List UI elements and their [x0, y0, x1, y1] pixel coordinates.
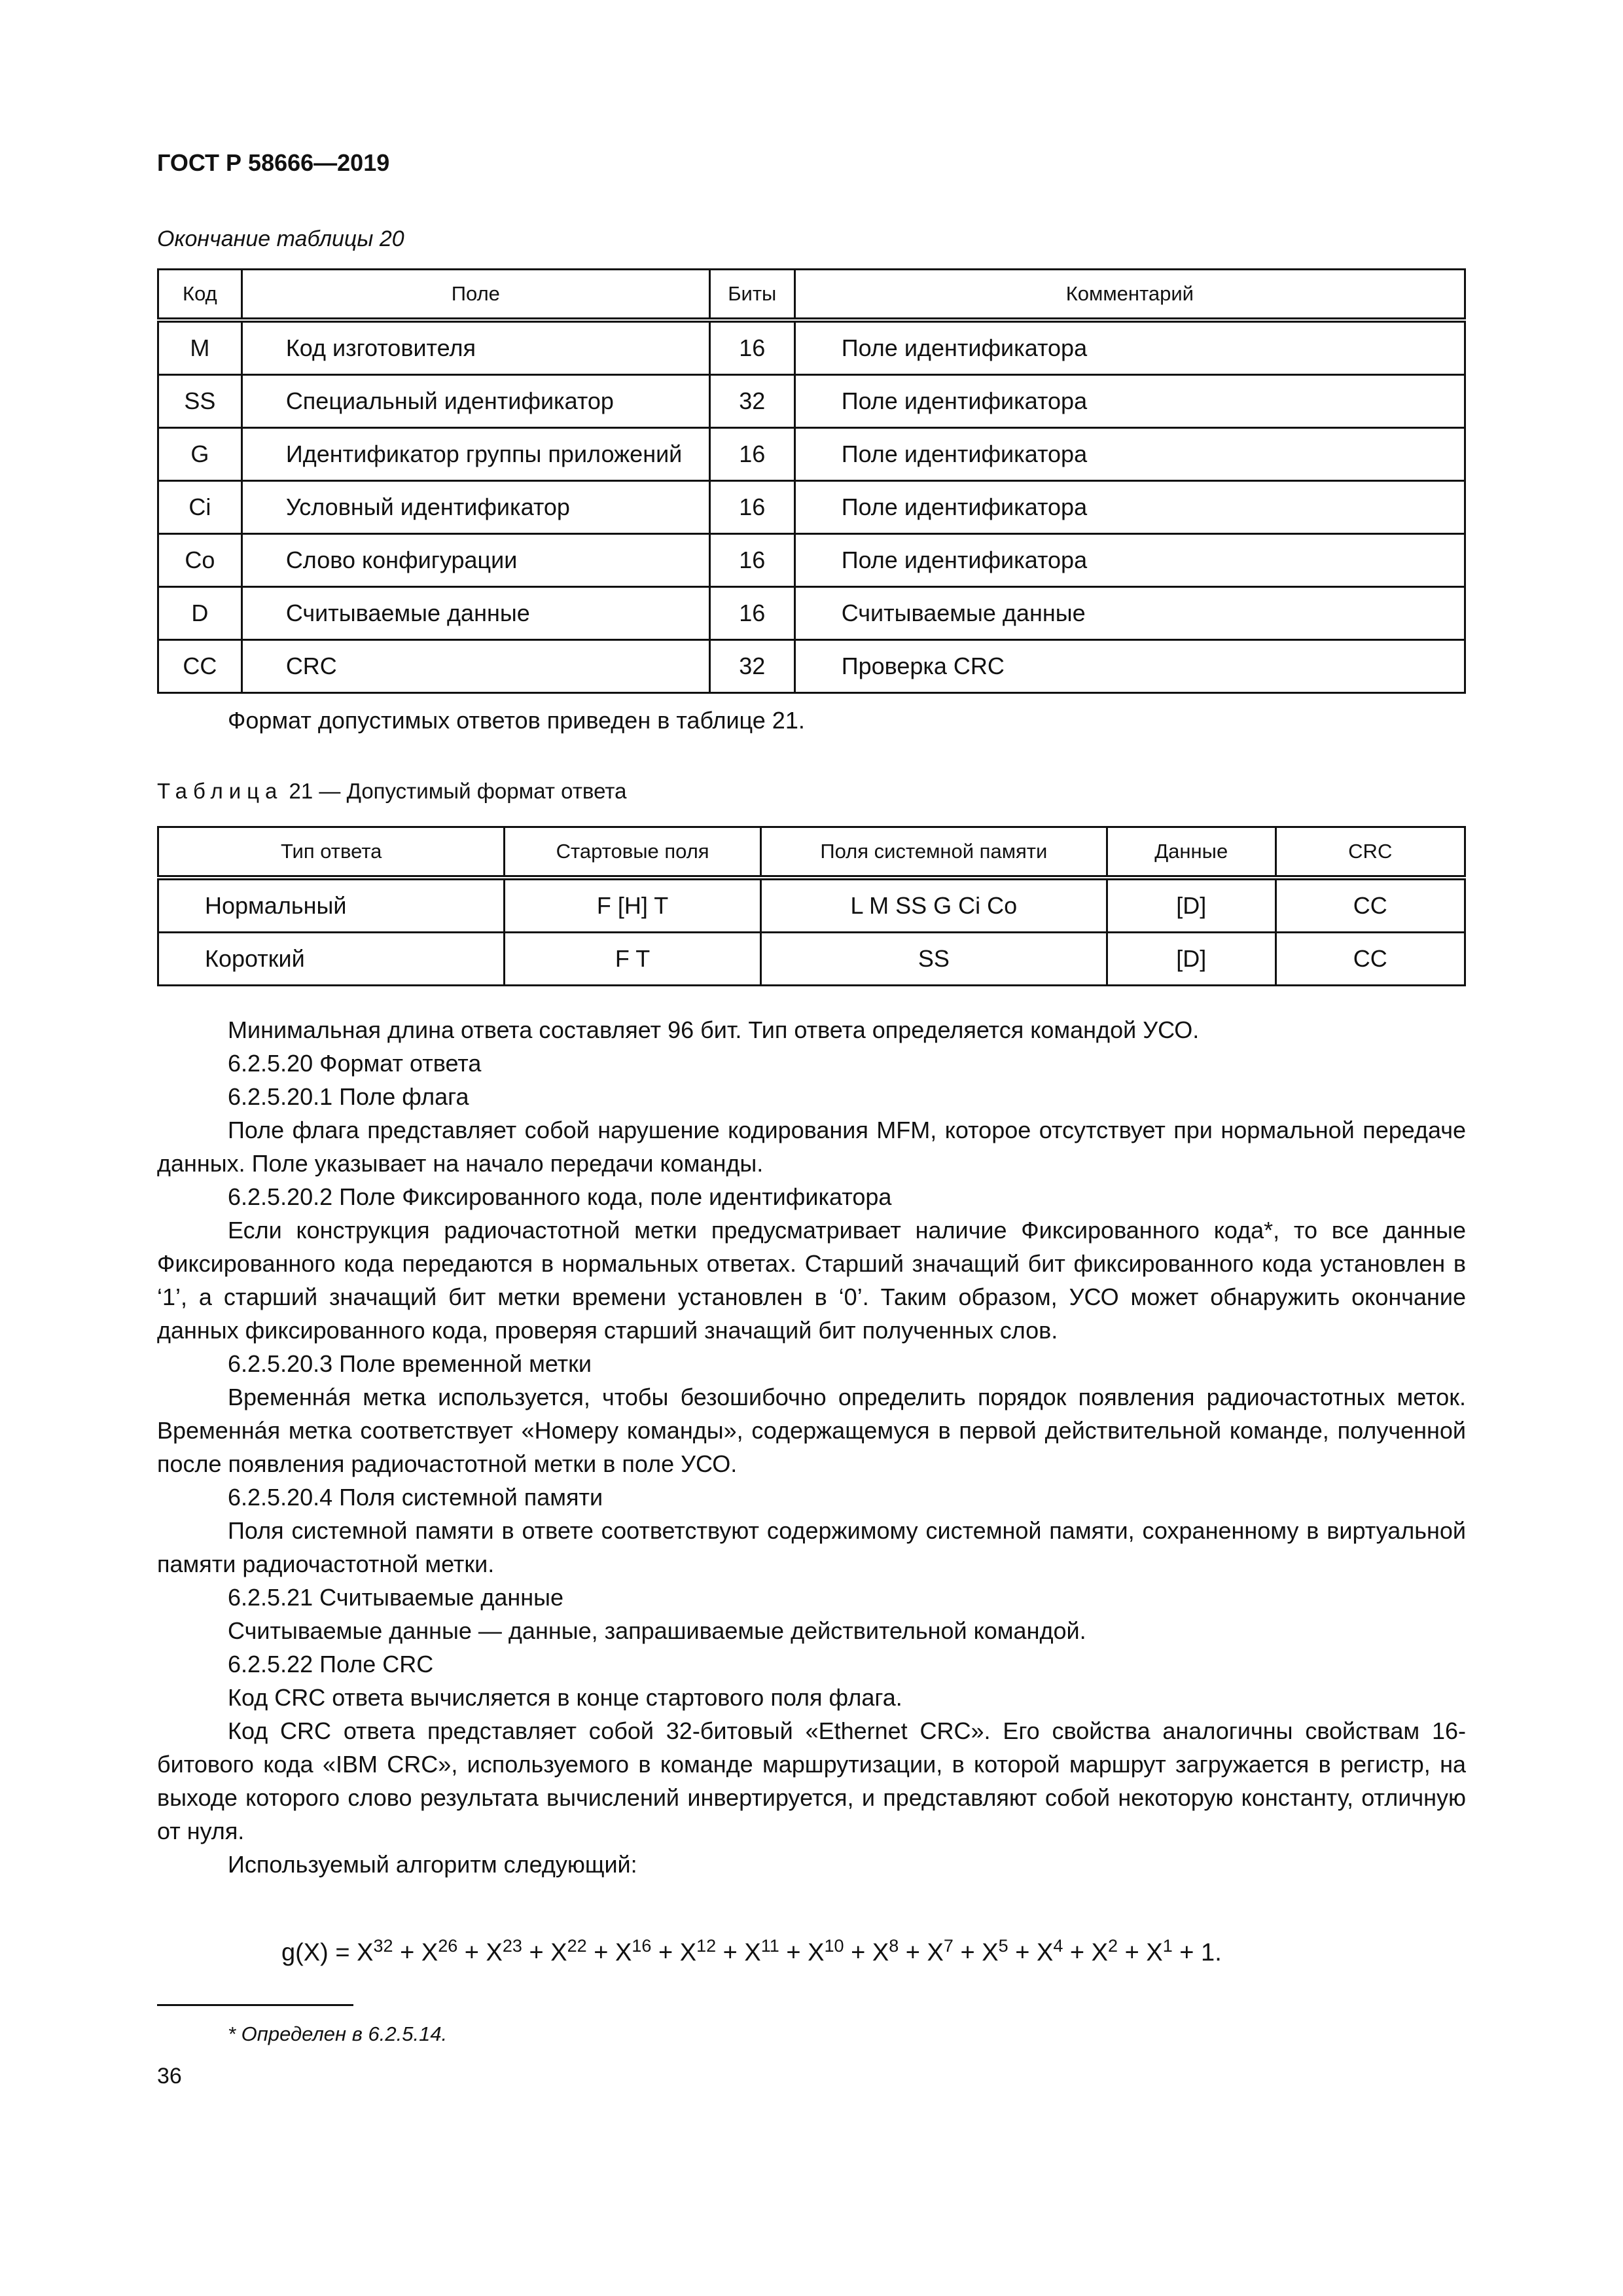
footnote-divider: [157, 2004, 353, 2006]
formula-term-base: X: [550, 1939, 567, 1967]
table-cell: 16: [709, 428, 794, 481]
table-row: [158, 375, 1465, 428]
table-21-caption-title: 21 — Допустимый формат ответа: [283, 779, 627, 803]
table-cell: Считываемые данные: [794, 587, 1465, 640]
paragraph: 6.2.5.20.3 Поле временной метки: [228, 1350, 592, 1377]
formula-term-base: X: [1091, 1939, 1109, 1967]
column-header: Поля системной памяти: [760, 827, 1107, 878]
table-cell: Проверка CRC: [794, 640, 1465, 693]
formula-term-exponent: 1: [1162, 1936, 1173, 1956]
formula-term-base: X: [1036, 1939, 1054, 1967]
table-20-caption: Окончание таблицы 20: [157, 226, 404, 251]
paragraph: Поля системной памяти в ответе соответствуют содержимому системной памяти, сохраненному в виртуальной памяти радиочастотной метки.: [157, 1517, 1466, 1577]
table-cell: CC: [1275, 933, 1465, 986]
table-cell: Поле идентификатора: [794, 534, 1465, 587]
table-cell: Считываемые данные: [241, 587, 709, 640]
table-cell: 16: [709, 320, 794, 375]
table-row: [158, 320, 1465, 375]
formula-tail: + 1.: [1172, 1939, 1222, 1967]
formula-term-base: X: [982, 1939, 999, 1967]
formula-plus: +: [586, 1939, 615, 1967]
table-cell: [D]: [1107, 933, 1275, 986]
formula-plus: +: [1063, 1939, 1092, 1967]
formula-term-exponent: 22: [567, 1936, 587, 1956]
paragraph: Если конструкция радиочастотной метки предусматривает наличие Фиксированного кода*, то все данные Фиксированного кода передаются в нормальных ответах. Старший значащий бит фиксированного кода установлен в ‘1’, а старший значащий бит метки времени установлен в ‘0’. Таким образом, УСО может обнаружить окончание данных фиксированного кода, проверяя старший значащий бит полученных слов.: [157, 1217, 1466, 1344]
formula-term-exponent: 5: [998, 1936, 1008, 1956]
table-21-caption-word: Таблица: [157, 779, 283, 803]
formula-term-exponent: 4: [1053, 1936, 1063, 1956]
document-header: ГОСТ Р 58666—2019: [157, 149, 390, 176]
formula-term-base: X: [421, 1939, 438, 1967]
table-cell: Ci: [158, 481, 242, 534]
paragraph: 6.2.5.21 Считываемые данные: [228, 1584, 564, 1611]
table-cell: [D]: [1107, 878, 1275, 933]
column-header: Код: [158, 270, 242, 321]
table-21: [157, 826, 1466, 986]
paragraph: 6.2.5.20.2 Поле Фиксированного кода, поле идентификатора: [228, 1183, 892, 1210]
formula-plus: +: [953, 1939, 982, 1967]
formula-term-exponent: 8: [889, 1936, 899, 1956]
column-header: Данные: [1107, 827, 1275, 878]
table-row: [158, 481, 1465, 534]
paragraph: Код CRC ответа представляет собой 32-битовый «Ethernet CRC». Его свойства аналогичны свойствам 16-битового кода «IBM CRC», используемого в команде маршрутизации, в которой маршрут загружается в регистр, на выходе которого слово результата вычислений инвертируется, и представляют собой некоторую константу, отличную от нуля.: [157, 1717, 1466, 1844]
formula-term-exponent: 26: [438, 1936, 458, 1956]
paragraph: 6.2.5.20 Формат ответа: [228, 1050, 482, 1077]
paragraph: 6.2.5.20.4 Поля системной памяти: [228, 1484, 603, 1511]
table-cell: Специальный идентификатор: [241, 375, 709, 428]
column-header: Биты: [709, 270, 794, 321]
table-cell: CRC: [241, 640, 709, 693]
table-cell: Поле идентификатора: [794, 481, 1465, 534]
footnote: * Определен в 6.2.5.14.: [228, 2022, 448, 2045]
formula-term-base: X: [357, 1939, 374, 1967]
column-header: Комментарий: [794, 270, 1465, 321]
formula-term-exponent: 32: [373, 1936, 393, 1956]
table-cell: Co: [158, 534, 242, 587]
formula-term-base: X: [872, 1939, 889, 1967]
formula-term-base: X: [744, 1939, 761, 1967]
formula-lhs: g(X) =: [281, 1939, 357, 1967]
formula-term-exponent: 23: [502, 1936, 522, 1956]
formula-plus: +: [1118, 1939, 1147, 1967]
intro-paragraph: Формат допустимых ответов приведен в таблице 21.: [228, 707, 805, 734]
table-cell: G: [158, 428, 242, 481]
paragraph: Код CRC ответа вычисляется в конце стартового поля флага.: [228, 1684, 902, 1711]
formula-term-exponent: 2: [1108, 1936, 1118, 1956]
formula-term-base: X: [615, 1939, 632, 1967]
table-20: [157, 268, 1466, 694]
paragraph: Используемый алгоритм следующий:: [228, 1851, 637, 1878]
table-cell: Нормальный: [158, 878, 505, 933]
formula-term-exponent: 11: [760, 1936, 779, 1956]
body-text: [157, 1013, 1466, 1881]
table-header-row: [158, 827, 1465, 878]
formula-plus: +: [522, 1939, 551, 1967]
formula-term-base: X: [1146, 1939, 1163, 1967]
table-cell: 32: [709, 640, 794, 693]
formula-term-exponent: 10: [824, 1936, 844, 1956]
table-cell: Короткий: [158, 933, 505, 986]
table-21-caption: [157, 779, 626, 804]
column-header: Тип ответа: [158, 827, 505, 878]
table-cell: 32: [709, 375, 794, 428]
formula-term-exponent: 12: [696, 1936, 717, 1956]
paragraph: 6.2.5.20.1 Поле флага: [228, 1083, 469, 1110]
formula-term-exponent: 16: [632, 1936, 652, 1956]
formula-plus: +: [393, 1939, 421, 1967]
table-row: [158, 933, 1465, 986]
column-header: Поле: [241, 270, 709, 321]
paragraph: 6.2.5.22 Поле CRC: [228, 1651, 434, 1677]
column-header: CRC: [1275, 827, 1465, 878]
table-row: [158, 534, 1465, 587]
table-cell: 16: [709, 587, 794, 640]
table-cell: CC: [1275, 878, 1465, 933]
table-row: [158, 428, 1465, 481]
formula-plus: +: [457, 1939, 486, 1967]
table-cell: Поле идентификатора: [794, 375, 1465, 428]
page-number: 36: [157, 2064, 182, 2089]
table-cell: F T: [505, 933, 760, 986]
formula-plus: +: [651, 1939, 680, 1967]
formula-plus: +: [1008, 1939, 1037, 1967]
table-cell: D: [158, 587, 242, 640]
table-cell: CC: [158, 640, 242, 693]
formula-term-base: X: [927, 1939, 944, 1967]
table-row: [158, 640, 1465, 693]
table-cell: 16: [709, 481, 794, 534]
table-row: [158, 878, 1465, 933]
table-cell: SS: [158, 375, 242, 428]
table-header-row: [158, 270, 1465, 321]
table-cell: Поле идентификатора: [794, 428, 1465, 481]
table-cell: Поле идентификатора: [794, 320, 1465, 375]
formula-term-base: X: [486, 1939, 503, 1967]
paragraph: Поле флага представляет собой нарушение кодирования MFM, которое отсутствует при нормальной передаче данных. Поле указывает на начало передачи команды.: [157, 1117, 1466, 1177]
paragraph: Считываемые данные — данные, запрашиваемые действительной командой.: [228, 1617, 1086, 1644]
crc-polynomial-formula: [281, 1936, 1222, 1967]
column-header: Стартовые поля: [505, 827, 760, 878]
formula-term-base: X: [808, 1939, 825, 1967]
table-cell: Идентификатор группы приложений: [241, 428, 709, 481]
table-cell: Условный идентификатор: [241, 481, 709, 534]
table-cell: Код изготовителя: [241, 320, 709, 375]
table-cell: F [H] T: [505, 878, 760, 933]
formula-plus: +: [779, 1939, 808, 1967]
table-cell: L M SS G Ci Co: [760, 878, 1107, 933]
formula-plus: +: [844, 1939, 872, 1967]
table-row: [158, 587, 1465, 640]
paragraph: Минимальная длина ответа составляет 96 бит. Тип ответа определяется командой УСО.: [228, 1016, 1200, 1043]
formula-plus: +: [716, 1939, 745, 1967]
table-cell: Слово конфигурации: [241, 534, 709, 587]
table-cell: SS: [760, 933, 1107, 986]
formula-term-exponent: 7: [943, 1936, 954, 1956]
table-cell: 16: [709, 534, 794, 587]
table-cell: M: [158, 320, 242, 375]
formula-plus: +: [899, 1939, 927, 1967]
paragraph: Временнáя метка используется, чтобы безошибочно определить порядок появления радиочастотных меток. Временнáя метка соответствует «Номеру команды», содержащемуся в первой действительной команде, полученной после появления радиочастотной метки в поле УСО.: [157, 1384, 1466, 1477]
formula-term-base: X: [679, 1939, 697, 1967]
